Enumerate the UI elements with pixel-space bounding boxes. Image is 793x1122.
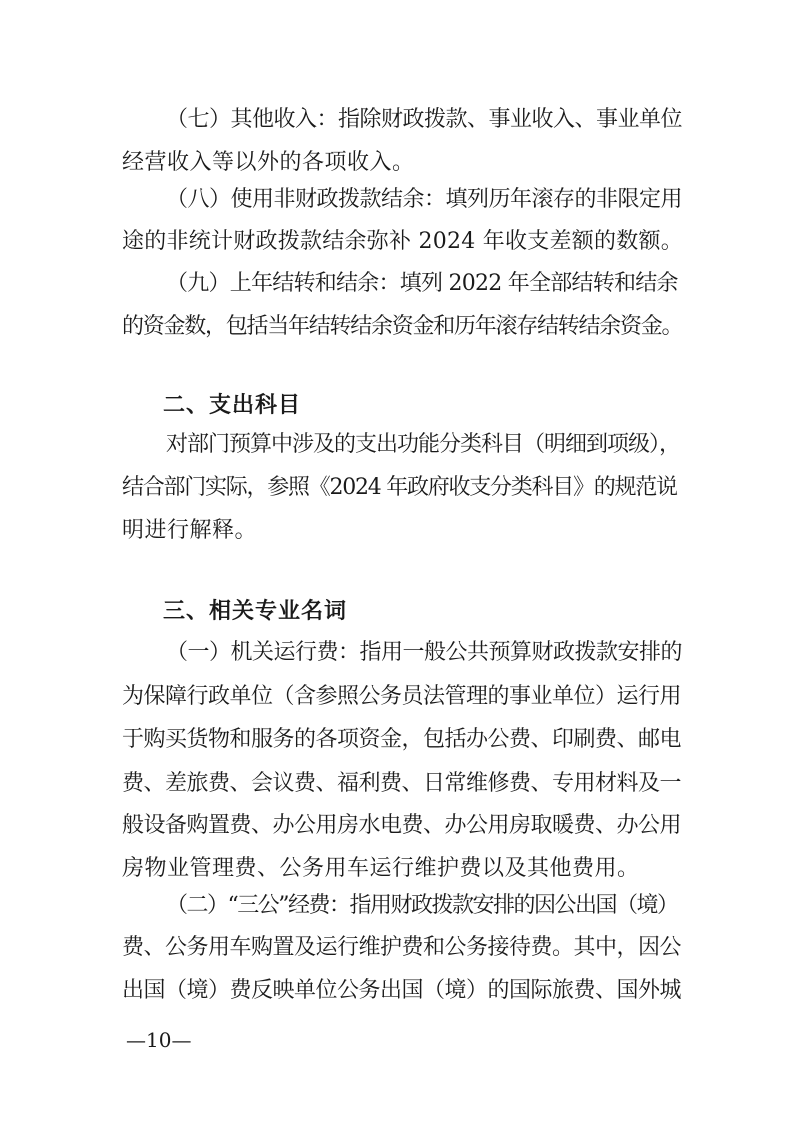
paragraph-8-line-1: （八）使用非财政拨款结余：填列历年滚存的非限定用: [166, 187, 683, 212]
term-1-line-4: 费、差旅费、会议费、福利费、日常维修费、专用材料及一: [122, 771, 682, 796]
term-1-line-3: 于购买货物和服务的各项资金，包括办公费、印刷费、邮电: [122, 727, 682, 752]
term-2-line-2: 费、公务用车购置及运行维护费和公务接待费。其中，因公: [122, 935, 682, 960]
term-2-line-1: （二）“三公”经费：指用财政拨款安排的因公出国（境）: [166, 893, 678, 918]
paragraph-9-line-2: 的资金数，包括当年结转结余资金和历年滚存结转结余资金。: [122, 314, 683, 339]
term-1-line-1: （一）机关运行费：指用一般公共预算财政拨款安排的: [166, 640, 683, 665]
term-2-line-3: 出国（境）费反映单位公务出国（境）的国际旅费、国外城: [122, 978, 682, 1003]
paragraph-7-line-1: （七）其他收入：指除财政拨款、事业收入、事业单位: [166, 107, 683, 132]
section-heading-expenditure: 二、支出科目: [163, 393, 302, 418]
section-2-line-1: 对部门预算中涉及的支出功能分类科目（明细到项级），: [166, 432, 681, 457]
term-1-line-2: 为保障行政单位（含参照公务员法管理的事业单位）运行用: [122, 684, 682, 709]
section-2-line-2: 结合部门实际，参照《2024 年政府收支分类科目》的规范说: [122, 475, 677, 500]
term-1-line-5: 般设备购置费、办公用房水电费、办公用房取暖费、办公用: [122, 813, 682, 838]
paragraph-7-line-2: 经营收入等以外的各项收入。: [122, 150, 415, 175]
section-2-line-3: 明进行解释。: [122, 518, 258, 543]
term-1-line-6: 房物业管理费、公务用车运行维护费以及其他费用。: [122, 856, 640, 881]
page-number: —10—: [126, 1028, 192, 1052]
section-heading-terms: 三、相关专业名词: [163, 599, 348, 624]
paragraph-9-line-1: （九）上年结转和结余：填列 2022 年全部结转和结余: [166, 271, 678, 296]
paragraph-8-line-2: 途的非统计财政拨款结余弥补 2024 年收支差额的数额。: [122, 229, 683, 254]
